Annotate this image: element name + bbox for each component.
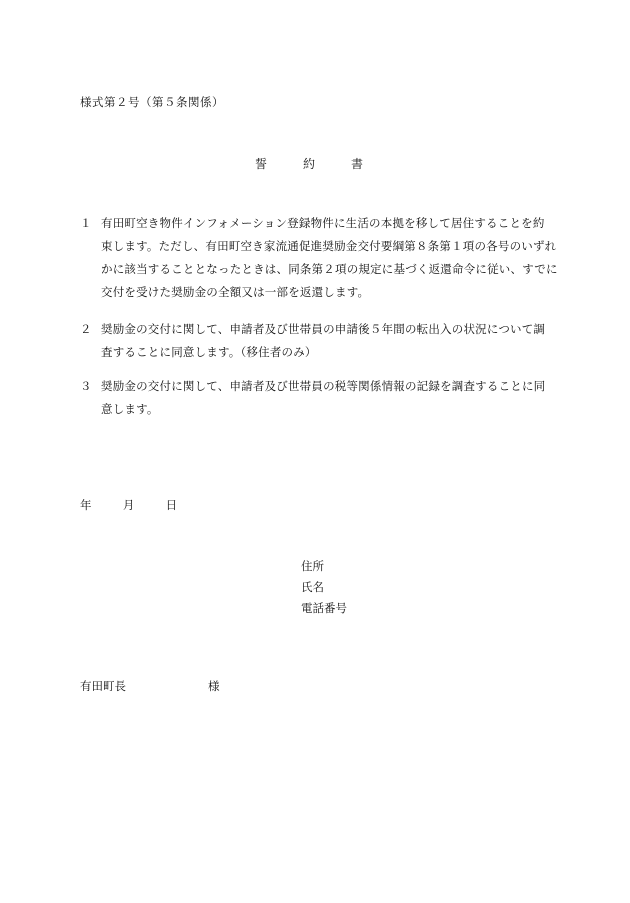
addressee-name: 有田町長: [80, 679, 126, 693]
date-year-label: 年: [80, 498, 92, 512]
clause-body: [80, 318, 550, 364]
addressee-honorific: 様: [208, 679, 220, 693]
phone-label: 電話番号: [301, 601, 347, 615]
clause-body: [80, 375, 550, 421]
clause-line: 奨励金の交付に関して、申請者及び世帯員の税等関係情報の記録を調査することに同: [101, 379, 546, 393]
clause-3: [80, 375, 550, 421]
form-number: 様式第２号（第５条関係）: [80, 95, 224, 109]
clause-line: 有田町空き物件インフォメーション登録物件に生活の本拠を移して居住することを約: [101, 216, 545, 230]
clause-line: 束します。ただし、有田町空き家流通促進奨励金交付要綱第８条第１項の各号のいずれ: [101, 239, 557, 253]
clause-body: [80, 212, 558, 304]
clause-number: ２: [80, 322, 92, 336]
date-line: [80, 497, 177, 513]
clause-line: 査することに同意します。（移住者のみ）: [101, 345, 317, 359]
address-label: 住所: [301, 559, 324, 573]
clause-number: １: [80, 216, 92, 230]
clause-line: かに該当することとなったときは、同条第２項の規定に基づく返還命令に従い、すでに: [101, 262, 558, 276]
date-month-label: 月: [122, 498, 135, 512]
clause-line: 交付を受けた奨励金の全額又は一部を返還します。: [101, 285, 370, 299]
addressee: [80, 678, 220, 694]
clause-number: ３: [80, 379, 92, 393]
clause-2: [80, 318, 550, 364]
clause-line: 奨励金の交付に関して、申請者及び世帯員の申請後５年間の転出入の状況について調: [101, 322, 546, 336]
date-day-label: 日: [165, 498, 178, 512]
name-label: 氏名: [301, 580, 324, 594]
clause-1: [80, 212, 558, 304]
clause-line: 意します。: [101, 402, 159, 416]
signature-block: [301, 556, 347, 619]
document-title: 誓 約 書: [254, 157, 375, 171]
